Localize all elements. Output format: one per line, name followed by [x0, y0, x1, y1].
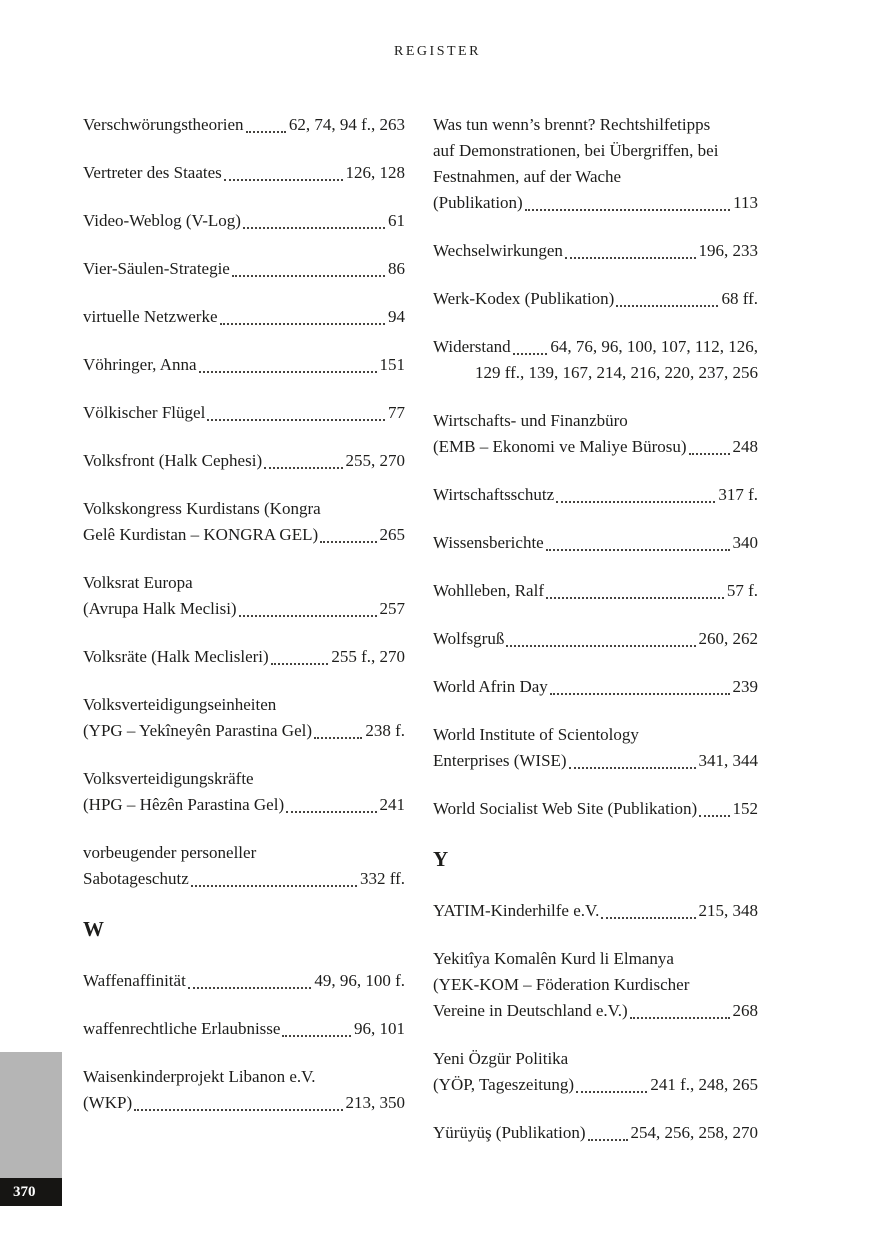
page-number-bar [0, 1178, 62, 1206]
index-entry [433, 1120, 758, 1146]
entry-pages: 239 [732, 677, 758, 696]
entry-leader-line [83, 208, 405, 234]
entry-pages: 238 f. [365, 721, 405, 740]
entry-text-line: Volksrat Europa [83, 573, 193, 592]
dot-leader [271, 663, 329, 665]
dot-leader [630, 1017, 730, 1019]
index-entry [433, 898, 758, 924]
entry-leader-line [83, 522, 405, 548]
index-entry [433, 112, 758, 216]
entry-leader-line [83, 644, 405, 670]
entry-leader-line [433, 578, 758, 604]
index-entry [433, 238, 758, 264]
entry-label: Waffenaffinität [83, 971, 186, 990]
entry-pages: 255 f., 270 [331, 647, 405, 666]
entry-pages: 61 [388, 211, 405, 230]
dot-leader [525, 209, 730, 211]
entry-label: waffenrechtliche Erlaubnisse [83, 1019, 281, 1038]
index-entry [83, 840, 405, 892]
entry-label: (WKP) [83, 1093, 133, 1112]
index-entry [433, 482, 758, 508]
entry-leader-line [433, 434, 758, 460]
entry-text-line: Volksverteidigungskräfte [83, 769, 254, 788]
page-title: REGISTER [394, 44, 481, 59]
page-number: 370 [13, 1183, 36, 1200]
entry-label: Volksräte (Halk Meclisleri) [83, 647, 269, 666]
entry-label: Video-Weblog (V-Log) [83, 211, 241, 230]
entry-label: Verschwörungstheorien [83, 115, 244, 134]
entry-leader-line [433, 190, 758, 216]
entry-leader-line [83, 718, 405, 744]
entry-pages: 151 [379, 355, 405, 374]
index-entry [433, 946, 758, 1024]
entry-label: (Publikation) [433, 193, 523, 212]
entry-leader-line [83, 352, 405, 378]
dot-leader [286, 811, 376, 813]
index-entry [433, 722, 758, 774]
dot-leader [699, 815, 729, 817]
index-entry [433, 796, 758, 822]
entry-pages: 257 [379, 599, 405, 618]
entry-text-line: Festnahmen, auf der Wache [433, 167, 622, 186]
entry-pages: 96, 101 [354, 1019, 405, 1038]
dot-leader [565, 257, 696, 259]
entry-pages: 255, 270 [345, 451, 405, 470]
dot-leader [513, 353, 548, 355]
entry-pages: 196, 233 [698, 241, 758, 260]
dot-leader [506, 645, 695, 647]
entry-leader-line [433, 748, 758, 774]
index-entry [83, 400, 405, 426]
entry-pages: 241 f., 248, 265 [650, 1075, 758, 1094]
entry-text-line: Waisenkinderprojekt Libanon e.V. [83, 1067, 316, 1086]
entry-text-line: auf Demonstrationen, bei Übergriffen, bei [433, 141, 719, 160]
index-entry [83, 352, 405, 378]
index-column-left [83, 112, 405, 1138]
entry-pages: 77 [388, 403, 405, 422]
entry-label: Gelê Kurdistan – KONGRA GEL) [83, 525, 319, 544]
entry-leader-line [83, 968, 405, 994]
dot-leader [556, 501, 715, 503]
entry-label: Wissensberichte [433, 533, 544, 552]
section-heading: Y [433, 847, 449, 871]
index-entry [83, 644, 405, 670]
dot-leader [550, 693, 730, 695]
index-entry [433, 530, 758, 556]
entry-leader-line [433, 1120, 758, 1146]
index-entry [83, 496, 405, 548]
entry-text-line: World Institute of Scientology [433, 725, 639, 744]
dot-leader [576, 1091, 647, 1093]
entry-pages: 213, 350 [345, 1093, 405, 1112]
entry-pages: 68 ff. [721, 289, 758, 308]
entry-label: (Avrupa Halk Meclisi) [83, 599, 237, 618]
entry-leader-line [83, 400, 405, 426]
dot-leader [191, 885, 357, 887]
entry-pages: 268 [732, 1001, 758, 1020]
entry-label: World Afrin Day [433, 677, 548, 696]
index-entry [83, 1064, 405, 1116]
entry-label: Vier-Säulen-Strategie [83, 259, 230, 278]
dot-leader [546, 597, 724, 599]
dot-leader [264, 467, 342, 469]
entry-pages: 340 [732, 533, 758, 552]
entry-pages: 49, 96, 100 f. [314, 971, 405, 990]
entry-label: virtuelle Netzwerke [83, 307, 218, 326]
entry-text-line: Yekitîya Komalên Kurd li Elmanya [433, 949, 674, 968]
entry-text-line: Yeni Özgür Politika [433, 1049, 569, 1068]
entry-pages: 341, 344 [698, 751, 758, 770]
entry-label: Sabotageschutz [83, 869, 189, 888]
dot-leader [224, 179, 343, 181]
index-entry [83, 766, 405, 818]
index-entry [83, 304, 405, 330]
entry-label: Werk-Kodex (Publikation) [433, 289, 615, 308]
entry-text-line: Volksverteidigungseinheiten [83, 695, 277, 714]
entry-leader-line [433, 998, 758, 1024]
entry-pages: 241 [379, 795, 405, 814]
entry-text-line: (YEK-KOM – Föderation Kurdischer [433, 975, 690, 994]
entry-label: Vöhringer, Anna [83, 355, 197, 374]
dot-leader [220, 323, 385, 325]
entry-pages: 254, 256, 258, 270 [630, 1123, 758, 1142]
entry-label: Wolfsgruß [433, 629, 505, 648]
dot-leader [314, 737, 362, 739]
entry-pages: 152 [732, 799, 758, 818]
entry-label: (HPG – Hêzên Parastina Gel) [83, 795, 285, 814]
entry-leader-line [83, 1090, 405, 1116]
entry-text-line: Volkskongress Kurdistans (Kongra [83, 499, 321, 518]
index-entry [83, 208, 405, 234]
index-entry [433, 334, 758, 386]
index-entry [433, 408, 758, 460]
entry-leader-line [433, 1072, 758, 1098]
entry-pages: 317 f. [718, 485, 758, 504]
dot-leader [199, 371, 377, 373]
section-heading: W [83, 917, 104, 941]
entry-leader-line [83, 596, 405, 622]
entry-pages-overflow: 129 ff., 139, 167, 214, 216, 220, 237, 256 [474, 363, 758, 382]
entry-label: Vertreter des Staates [83, 163, 222, 182]
entry-text-line: Was tun wenn’s brennt? Rechtshilfetipps [433, 115, 711, 134]
entry-leader-line [433, 796, 758, 822]
entry-label: (EMB – Ekonomi ve Maliye Bürosu) [433, 437, 687, 456]
entry-pages: 94 [388, 307, 405, 326]
index-entry [83, 256, 405, 282]
dot-leader [569, 767, 696, 769]
dot-leader [546, 549, 730, 551]
entry-label: Wohlleben, Ralf [433, 581, 544, 600]
entry-pages: 215, 348 [698, 901, 758, 920]
index-entry [433, 674, 758, 700]
entry-label: Volksfront (Halk Cephesi) [83, 451, 263, 470]
entry-label: Wirtschaftsschutz [433, 485, 555, 504]
entry-leader-line [83, 112, 405, 138]
dot-leader [601, 917, 695, 919]
index-entry [83, 112, 405, 138]
entry-leader-line [433, 530, 758, 556]
entry-pages: 248 [732, 437, 758, 456]
index-entry [83, 160, 405, 186]
entry-label: Vereine in Deutschland e.V.) [433, 1001, 628, 1020]
index-entry [83, 570, 405, 622]
dot-leader [243, 227, 385, 229]
entry-leader-line [433, 482, 758, 508]
entry-pages: 126, 128 [345, 163, 405, 182]
dot-leader [689, 453, 730, 455]
entry-leader-line [83, 792, 405, 818]
index-entry [433, 626, 758, 652]
entry-leader-line [433, 286, 758, 312]
entry-pages: 332 ff. [359, 869, 405, 888]
index-entry [83, 1016, 405, 1042]
entry-leader-line [83, 448, 405, 474]
entry-label: Widerstand [433, 337, 511, 356]
entry-label: World Socialist Web Site (Publikation) [433, 799, 698, 818]
entry-text-line: Wirtschafts- und Finanzbüro [433, 411, 628, 430]
entry-leader-line [83, 866, 405, 892]
dot-leader [188, 987, 312, 989]
entry-pages: 86 [388, 259, 405, 278]
dot-leader [616, 305, 718, 307]
index-entry [433, 1046, 758, 1098]
page-edge-tab [0, 1052, 62, 1178]
entry-pages: 64, 76, 96, 100, 107, 112, 126, [550, 337, 758, 356]
entry-label: Enterprises (WISE) [433, 751, 567, 770]
dot-leader [232, 275, 385, 277]
entry-label: Wechselwirkungen [433, 241, 563, 260]
entry-leader-line [83, 1016, 405, 1042]
dot-leader [246, 131, 286, 133]
index-column-right [433, 112, 758, 1168]
entry-leader-line [433, 626, 758, 652]
entry-pages: 57 f. [726, 581, 758, 600]
entry-pages: 260, 262 [698, 629, 758, 648]
entry-leader-line [433, 898, 758, 924]
entry-leader-line [433, 334, 758, 360]
index-entry [83, 692, 405, 744]
entry-leader-line [83, 304, 405, 330]
entry-pages: 265 [379, 525, 405, 544]
entry-label: YATIM-Kinderhilfe e.V. [433, 901, 600, 920]
entry-label: Yürüyüş (Publikation) [433, 1123, 586, 1142]
entry-leader-line [433, 238, 758, 264]
entry-label: (YPG – Yekîneyên Parastina Gel) [83, 721, 312, 740]
entry-text-line: vorbeugender personeller [83, 843, 257, 862]
index-entry [83, 968, 405, 994]
entry-leader-line [83, 256, 405, 282]
dot-leader [239, 615, 377, 617]
entry-label: (YÖP, Tageszeitung) [433, 1075, 575, 1094]
index-entry [433, 286, 758, 312]
dot-leader [134, 1109, 342, 1111]
entry-label: Völkischer Flügel [83, 403, 206, 422]
entry-pages: 62, 74, 94 f., 263 [288, 115, 405, 134]
dot-leader [207, 419, 385, 421]
index-entry [83, 448, 405, 474]
entry-pages: 113 [733, 193, 758, 212]
dot-leader [320, 541, 376, 543]
entry-leader-line [433, 674, 758, 700]
dot-leader [588, 1139, 628, 1141]
dot-leader [282, 1035, 351, 1037]
entry-leader-line [83, 160, 405, 186]
index-entry [433, 578, 758, 604]
